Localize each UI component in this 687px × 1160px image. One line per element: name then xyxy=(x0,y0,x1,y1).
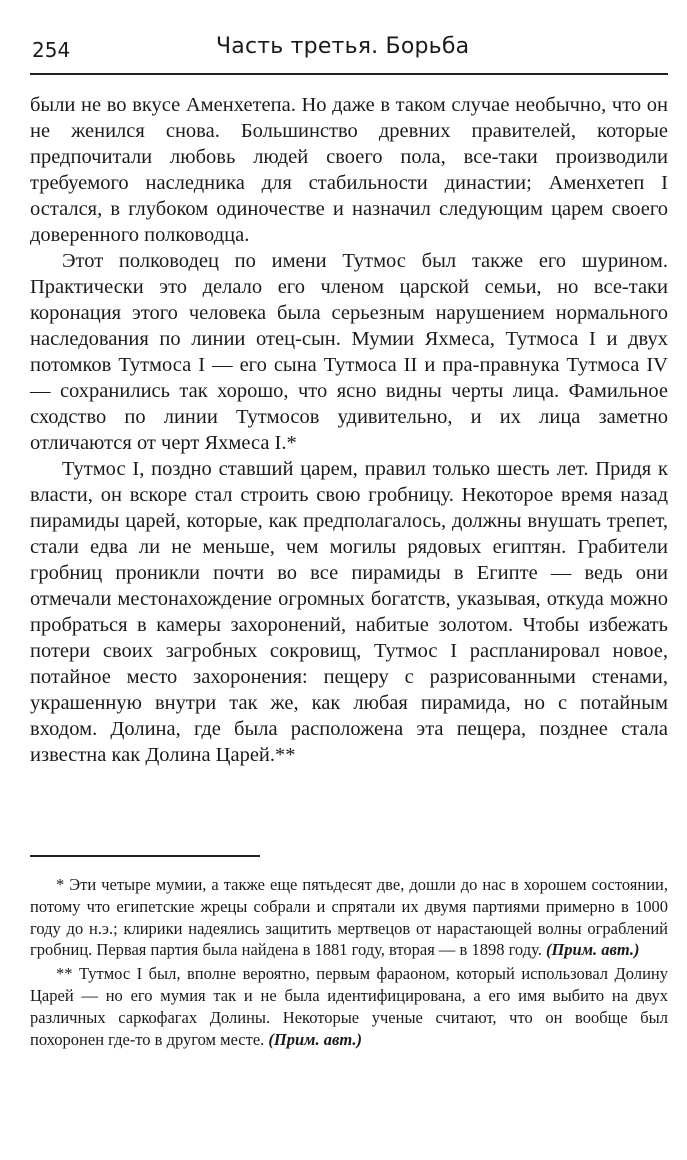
footnote-1 xyxy=(30,874,668,961)
paragraph-1: были не во вкусе Аменхетепа. Но даже в таком случае необычно, что он не женился снова. Большинство древних правителей, которые предпочитали любовь людей своего пола, все-таки производили требуемого наследника для стабильности династии; Аменхетеп I остался, в глубоком одиночестве и назначил следующим царем своего доверенного полководца. xyxy=(30,94,668,246)
paragraph-3: Тутмос I, поздно ставший царем, правил только шесть лет. Придя к власти, он вскоре стал строить свою гробницу. Некоторое время назад пирамиды царей, которые, как предполагалось, должны внушать трепет, стали едва ли не меньше, чем могилы рядовых египтян. Грабители гробниц проникли почти во все пирамиды в Египте — ведь они отмечали местонахождение огромных богатств, указывая, откуда можно пробраться в камеры захоронений, набитые золотом. Чтобы избежать потери своих загробных сокровищ, Тутмос I распланировал новое, потайное место захоронения: пещеру с разрисованными стенами, украшенную внутри так же, как любая пирамида, но с потайным входом. Долина, где была расположена эта пещера, позднее стала известна как Долина Царей.** xyxy=(30,458,668,766)
page-header xyxy=(30,34,668,74)
footnote-1-author-note: (Прим. авт.) xyxy=(545,940,640,960)
footnote-divider xyxy=(30,855,260,857)
footnote-1-text: * Эти четыре мумии, а также еще пятьдесят две, дошли до нас в хорошем состоянии, потому что египетские жрецы собрали и спрятали их двумя партиями примерно в 1000 году до н.э.; клирики надеялись защитить мертвецов от нарастающей волны ограблений гробниц. Первая партия была найдена в 1881 году, вторая — в 1898 году. xyxy=(30,875,668,960)
header-divider xyxy=(30,73,668,75)
running-title: Часть третья. Борьба xyxy=(216,34,470,59)
footnote-2-text: ** Тутмос I был, вполне вероятно, первым фараоном, который использовал Долину Царей — но его мумия так и не была идентифицирована, а его имя выбито на двух различных саркофагах Долины. Некоторые ученые считают, что он вообще был похоронен где-то в другом месте. xyxy=(30,964,668,1049)
footnote-2-author-note: (Прим. авт.) xyxy=(268,1029,363,1049)
footnotes xyxy=(30,874,668,1052)
footnote-2 xyxy=(30,963,668,1050)
page-number: 254 xyxy=(32,38,71,62)
paragraph-2: Этот полководец по имени Тутмос был также его шурином. Практически это делало его членом царской семьи, но все-таки коронация этого человека была серьезным нарушением нормального наследования по линии отец-сын. Мумии Яхмеса, Тутмоса I и двух потомков Тутмоса I — его сына Тутмоса II и пра-правнука Тутмоса IV — сохранились так хорошо, что ясно видны черты лица. Фамильное сходство по линии Тутмосов удивительно, и их лица заметно отличаются от черт Яхмеса I.* xyxy=(30,250,668,454)
body-text xyxy=(30,92,668,768)
